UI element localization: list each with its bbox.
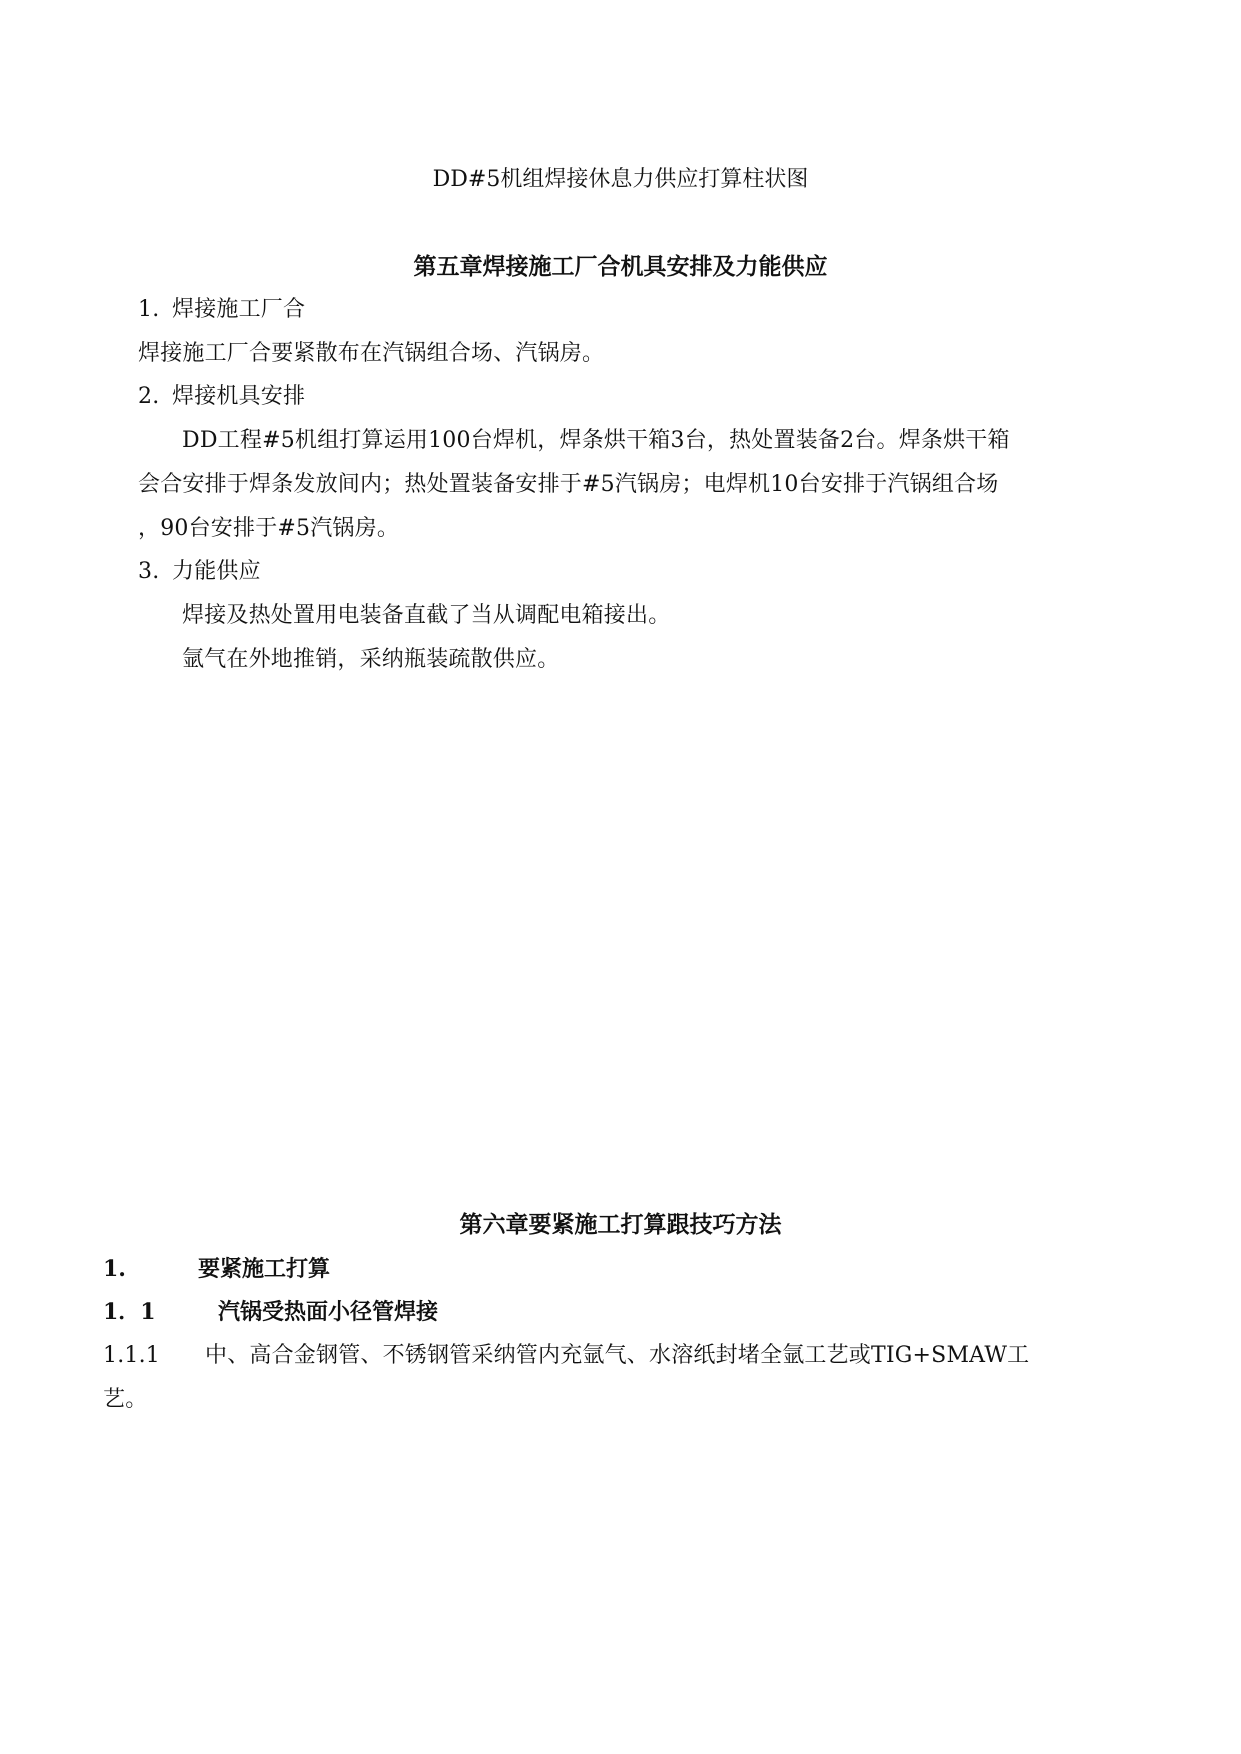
chapter5-paragraph-2-line-1: DD工程#5机组打算运用100台焊机，焊条烘干箱3台，热处置装备2台。焊条烘干箱 [182,428,1010,453]
chapter6-title: 第六章要紧施工打算跟技巧方法 [459,1211,782,1238]
section-1-heading [103,1254,603,1284]
section-1-1-1-line-2: 艺。 [103,1387,148,1412]
chapter5-item-2 [138,382,305,412]
item-number: 3. [138,559,160,584]
chapter5-paragraph-2-line-3: ，90台安排于#5汽锅房。 [138,516,400,541]
item-label: 焊接机具安排 [172,384,306,409]
section-number: 1．1 [103,1299,156,1325]
item-label: 力能供应 [172,559,261,584]
section-1-1-1-line-1 [103,1341,1123,1371]
chapter5-title: 第五章焊接施工厂合机具安排及力能供应 [413,253,828,280]
chapter5-item-1 [138,295,305,325]
chapter5-paragraph-1: 焊接施工厂合要紧散布在汽锅组合场、汽锅房。 [138,341,605,366]
section-title: 汽锅受热面小径管焊接 [218,1299,439,1325]
chapter5-paragraph-2-line-2: 会合安排于焊条发放间内；热处置装备安排于#5汽锅房；电焊机10台安排于汽锅组合场 [138,472,999,497]
section-number: 1.1.1 [103,1343,160,1368]
chapter5-item-3 [138,557,261,587]
document-subtitle: DD#5机组焊接休息力供应打算柱状图 [432,167,809,192]
section-title: 要紧施工打算 [198,1256,331,1282]
section-1-1-heading [103,1297,703,1327]
item-label: 焊接施工厂合 [172,297,306,322]
section-text: 中、高合金钢管、不锈钢管采纳管内充氩气、水溶纸封堵全氩工艺或TIG+SMAW工 [205,1343,1030,1368]
item-number: 2. [138,384,160,409]
item-number: 1. [138,297,160,322]
chapter5-paragraph-3: 焊接及热处置用电装备直截了当从调配电箱接出。 [182,603,671,628]
section-number: 1. [103,1256,126,1282]
chapter5-paragraph-4: 氩气在外地推销，采纳瓶装疏散供应。 [182,647,560,672]
